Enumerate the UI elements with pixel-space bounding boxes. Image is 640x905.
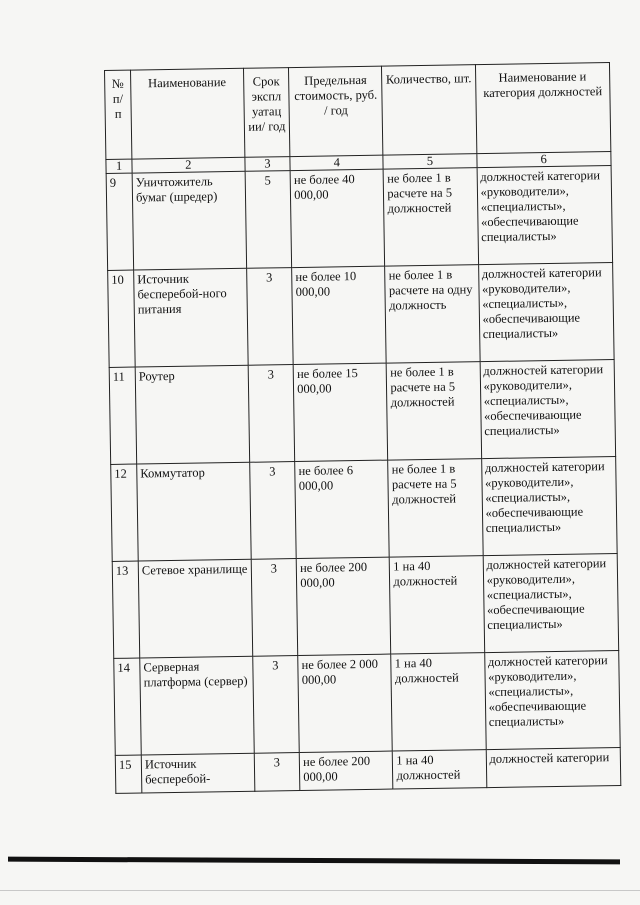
item-name: Коммутатор	[137, 462, 251, 561]
header-name: Наименование	[131, 68, 245, 159]
item-name: Серверная платформа (сервер)	[140, 656, 254, 755]
table-header-row	[105, 63, 611, 160]
table-row	[106, 166, 612, 271]
quantity: не более 1 в расчете на 5 должностей	[383, 168, 478, 266]
positions: должностей категории	[486, 747, 621, 787]
quantity: не более 1 в расчете на 5 должностей	[387, 362, 482, 460]
column-number: 6	[476, 152, 611, 168]
positions: должностей категории «руководители», «специалисты», «обеспечивающие специалисты»	[477, 166, 613, 265]
row-number: 12	[111, 464, 139, 561]
scan-faint-line	[0, 890, 640, 891]
max-price: не более 40 000,00	[290, 169, 385, 267]
row-number: 11	[109, 367, 137, 464]
scan-edge-rule	[8, 857, 620, 865]
max-price: не более 200 000,00	[296, 557, 391, 655]
service-life: 3	[246, 268, 293, 366]
quantity: 1 на 40 должностей	[393, 750, 487, 789]
column-number: 2	[132, 157, 245, 173]
max-price: не более 10 000,00	[292, 266, 387, 364]
table-row	[111, 457, 617, 562]
equipment-table	[104, 62, 621, 794]
positions: должностей категории «руководители», «специалисты», «обеспечивающие специалисты»	[478, 263, 614, 362]
row-number: 10	[108, 270, 136, 367]
header-positions: Наименование и категория должностей	[475, 63, 611, 154]
column-number: 4	[290, 155, 383, 170]
positions: должностей категории «руководители», «специалисты», «обеспечивающие специалисты»	[483, 553, 619, 652]
positions: должностей категории «руководители», «специалисты», «обеспечивающие специалисты»	[480, 360, 616, 459]
positions: должностей категории «руководители», «специалисты», «обеспечивающие специалисты»	[481, 457, 617, 556]
header-max-price: Предельная стоимость, руб. / год	[289, 66, 384, 156]
positions: должностей категории «руководители», «специалисты», «обеспечивающие специалисты»	[484, 650, 620, 749]
column-number: 5	[383, 154, 476, 169]
item-name: Источник бесперебой-ного питания	[134, 268, 248, 367]
quantity: 1 на 40 должностей	[391, 653, 486, 751]
table-row	[112, 553, 618, 658]
header-service-life: Срок экспл уатац ии/ год	[243, 68, 290, 158]
max-price: не более 200 000,00	[299, 751, 393, 790]
service-life: 3	[249, 462, 296, 560]
max-price: не более 6 000,00	[295, 460, 390, 558]
max-price: не более 2 000 000,00	[298, 654, 393, 752]
table-row	[109, 360, 615, 465]
item-name: Роутер	[135, 365, 249, 464]
item-name: Уничтожитель бумаг (шредер)	[132, 171, 246, 270]
row-number: 14	[114, 658, 142, 755]
header-number: № п/ п	[105, 70, 132, 159]
service-life: 3	[251, 559, 298, 657]
row-number: 9	[106, 173, 134, 270]
service-life: 5	[245, 171, 292, 269]
column-number: 3	[245, 157, 291, 172]
table-row	[115, 747, 621, 793]
service-life: 3	[254, 753, 300, 792]
max-price: не более 15 000,00	[293, 363, 388, 461]
column-number: 1	[106, 159, 132, 173]
table-row	[114, 650, 620, 755]
item-name: Сетевое хранилище	[138, 559, 252, 658]
quantity: не более 1 в расчете на 5 должностей	[388, 459, 483, 557]
table-row	[108, 263, 614, 368]
header-quantity: Количество, шт.	[382, 65, 477, 155]
item-name: Источник бесперебой-	[141, 753, 254, 793]
row-number: 13	[112, 561, 140, 658]
service-life: 3	[252, 656, 299, 754]
quantity: 1 на 40 должностей	[390, 556, 485, 654]
quantity: не более 1 в расчете на одну должность	[385, 265, 480, 363]
row-number: 15	[115, 755, 142, 793]
service-life: 3	[248, 365, 295, 463]
